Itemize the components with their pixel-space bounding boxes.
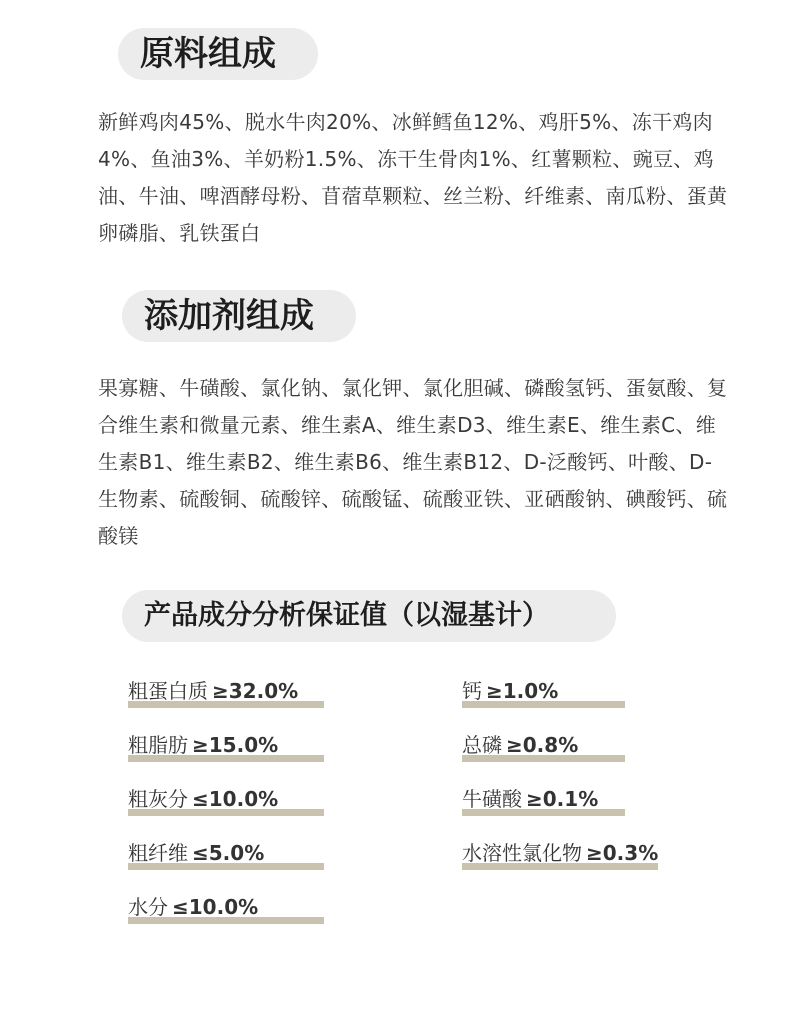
analysis-value: ≤10.0% bbox=[172, 895, 259, 919]
analysis-item-moisture bbox=[128, 894, 258, 924]
analysis-item-crude-fiber bbox=[128, 840, 264, 870]
analysis-label: 粗灰分 bbox=[128, 787, 188, 811]
analysis-value: ≥1.0% bbox=[486, 679, 559, 703]
analysis-label: 水溶性氯化物 bbox=[462, 841, 582, 865]
analysis-label: 钙 bbox=[462, 679, 482, 703]
analysis-value: ≤10.0% bbox=[192, 787, 279, 811]
analysis-value: ≥0.3% bbox=[586, 841, 659, 865]
analysis-label: 粗脂肪 bbox=[128, 733, 188, 757]
analysis-value: ≥0.1% bbox=[526, 787, 599, 811]
analysis-item-taurine bbox=[462, 786, 598, 816]
analysis-label: 粗蛋白质 bbox=[128, 679, 208, 703]
additives-text: 果寡糖、牛磺酸、氯化钠、氯化钾、氯化胆碱、磷酸氢钙、蛋氨酸、复合维生素和微量元素、维生素A、维生素D3、维生素E、维生素C、维生素B1、维生素B2、维生素B6、维生素B12、D-泛酸钙、叶酸、D-生物素、硫酸铜、硫酸锌、硫酸锰、硫酸亚铁、亚硒酸钠、碘酸钙、硫酸镁 bbox=[98, 376, 728, 548]
analysis-label: 总磷 bbox=[462, 733, 502, 757]
analysis-value: ≥0.8% bbox=[506, 733, 579, 757]
analysis-value: ≥32.0% bbox=[212, 679, 299, 703]
analysis-item-phosphorus bbox=[462, 732, 578, 762]
analysis-item-calcium bbox=[462, 678, 558, 708]
analysis-heading: 产品成分分析保证值（以湿基计） bbox=[122, 590, 616, 642]
additives-heading: 添加剂组成 bbox=[122, 290, 356, 342]
analysis-label: 牛磺酸 bbox=[462, 787, 522, 811]
analysis-value: ≥15.0% bbox=[192, 733, 279, 757]
analysis-item-crude-protein bbox=[128, 678, 298, 708]
analysis-item-soluble-chloride bbox=[462, 840, 658, 870]
analysis-item-crude-fat bbox=[128, 732, 278, 762]
analysis-value: ≤5.0% bbox=[192, 841, 265, 865]
ingredients-heading: 原料组成 bbox=[118, 28, 318, 80]
ingredients-text: 新鲜鸡肉45%、脱水牛肉20%、冰鲜鳕鱼12%、鸡肝5%、冻干鸡肉4%、鱼油3%、羊奶粉1.5%、冻干生骨肉1%、红薯颗粒、豌豆、鸡油、牛油、啤酒酵母粉、苜蓿草颗粒、丝兰粉、纤维素、南瓜粉、蛋黄卵磷脂、乳铁蛋白 bbox=[98, 110, 728, 245]
analysis-label: 粗纤维 bbox=[128, 841, 188, 865]
analysis-label: 水分 bbox=[128, 895, 168, 919]
analysis-item-crude-ash bbox=[128, 786, 278, 816]
